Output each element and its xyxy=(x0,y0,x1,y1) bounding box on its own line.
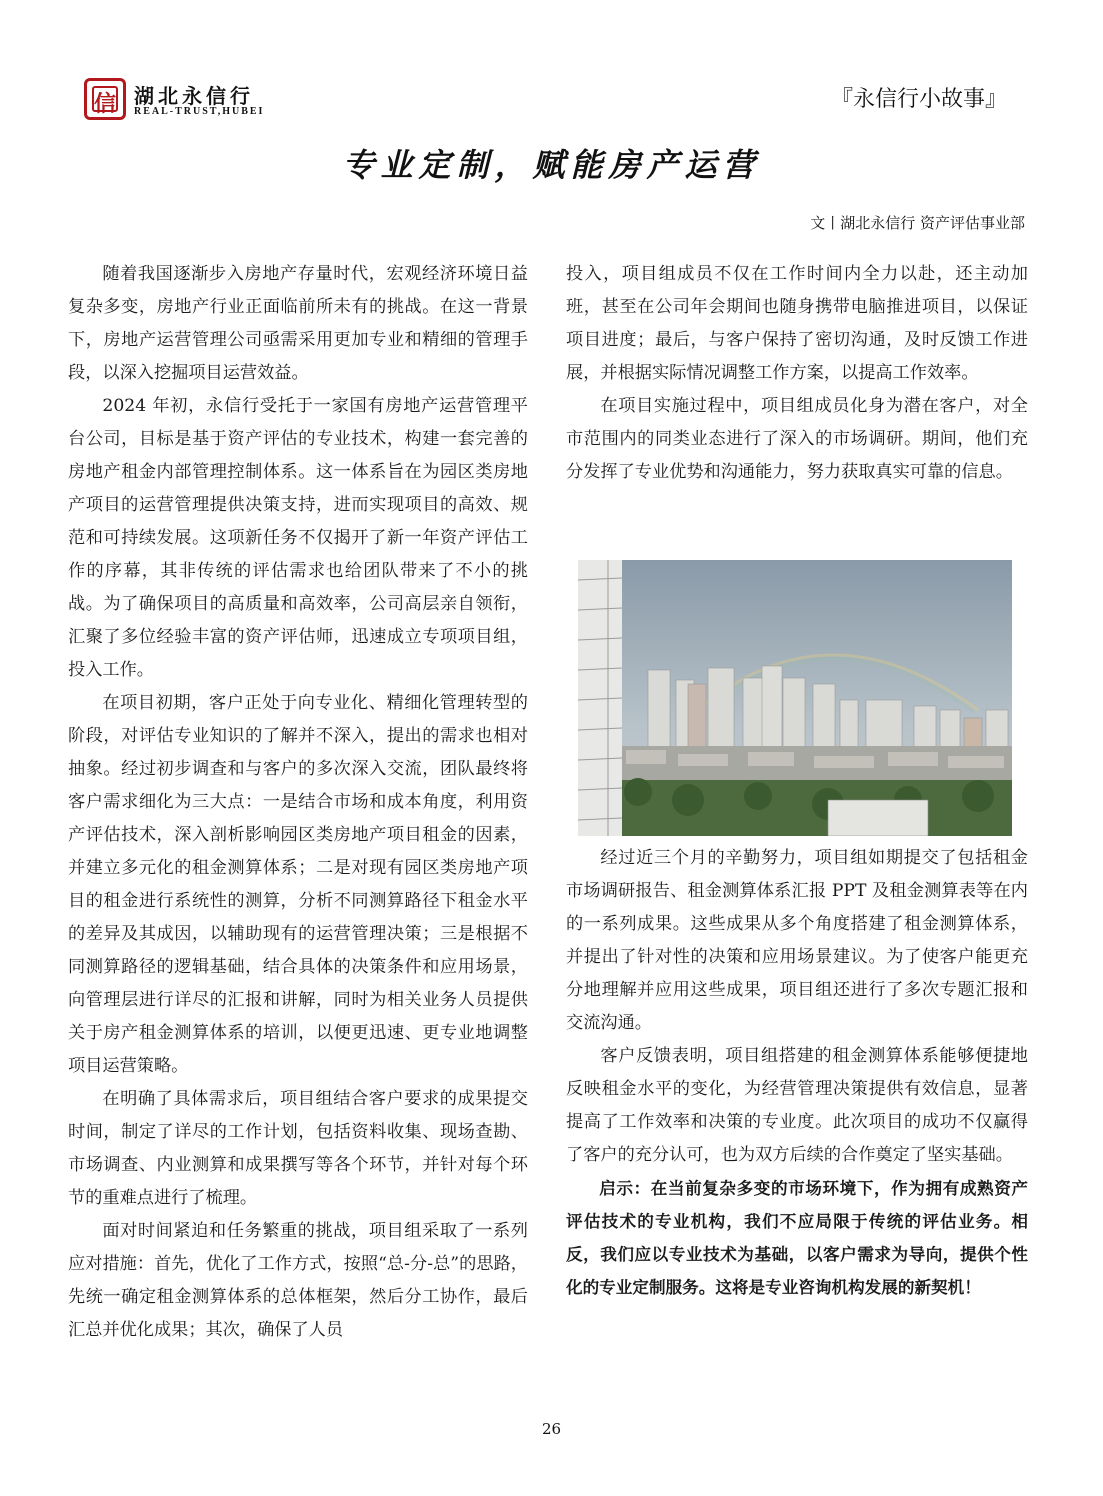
paragraph: 在项目实施过程中，项目组成员化身为潜在客户，对全市范围内的同类业态进行了深入的市场调研。期间，他们充分发挥了专业优势和沟通能力，努力获取真实可靠的信息。 xyxy=(566,396,1028,482)
paragraph: 2024 年初，永信行受托于一家国有房地产运营管理平台公司，目标是基于资产评估的专业技术，构建一套完善的房地产租金内部管理控制体系。这一体系旨在为园区类房地产项目的运营管理提供决策支持，进而实现项目的高效、规范和可持续发展。这项新任务不仅揭开了新一年资产评估工作的序幕，其非传统的评估需求也给团队带来了不小的挑战。为了确保项目的高质量和高效率，公司高层亲自领衔，汇聚了多位经验丰富的资产评估师，迅速成立专项项目组，投入工作。 xyxy=(68,396,528,680)
paragraph: 在项目初期，客户正处于向专业化、精细化管理转型的阶段，对评估专业知识的了解并不深入，提出的需求也相对抽象。经过初步调查和与客户的多次深入交流，团队最终将客户需求细化为三大点：一是结合市场和成本角度，利用资产评估技术，深入剖析影响园区类房地产项目租金的因素，并建立多元化的租金测算体系；二是对现有园区类房地产项目的租金进行系统性的测算，分析不同测算路径下租金水平的差异及其成因，以辅助现有的运营管理决策；三是根据不同测算路径的逻辑基础，结合具体的决策条件和应用场景，向管理层进行详尽的汇报和讲解，同时为相关业务人员提供关于房产租金测算体系的培训，以便更迅速、更专业地调整项目运营策略。 xyxy=(68,693,528,1076)
paragraph: 客户反馈表明，项目组搭建的租金测算体系能够便捷地反映租金水平的变化，为经营管理决策提供有效信息，显著提高了工作效率和决策的专业度。此次项目的成功不仅赢得了客户的充分认可，也为双方后续的合作奠定了坚实基础。 xyxy=(566,1046,1028,1165)
logo-english-name: REAL-TRUST,HUBEI xyxy=(134,106,265,117)
right-column-bottom xyxy=(566,842,1028,1304)
insight-paragraph: 启示：在当前复杂多变的市场环境下，作为拥有成熟资产评估技术的专业机构，我们不应局限于传统的评估业务。相反，我们应以专业技术为基础，以客户需求为导向，提供个性化的专业定制服务。这将是专业咨询机构发展的新契机！ xyxy=(566,1179,1028,1297)
logo-chinese-name: 湖北永信行 xyxy=(134,84,254,108)
paragraph: 面对时间紧迫和任务繁重的挑战，项目组采取了一系列应对措施：首先，优化了工作方式，按照“总-分-总”的思路，先统一确定租金测算体系的总体框架，然后分工协作，最后汇总并优化成果；其次，确保了人员 xyxy=(68,1221,528,1340)
paragraph: 经过近三个月的辛勤努力，项目组如期提交了包括租金市场调研报告、租金测算体系汇报 PPT 及租金测算表等在内的一系列成果。这些成果从多个角度搭建了租金测算体系，并提出了针对性的决策和应用场景建议。为了使客户能更充分地理解并应用这些成果，项目组还进行了多次专题汇报和交流沟通。 xyxy=(566,848,1028,1033)
article-byline: 文丨湖北永信行 资产评估事业部 xyxy=(810,214,1025,232)
seal-logo-icon: 信 xyxy=(84,78,126,120)
city-skyline-photo xyxy=(578,560,1012,836)
paragraph-continued: 投入，项目组成员不仅在工作时间内全力以赴，还主动加班，甚至在公司年会期间也随身携带电脑推进项目，以保证项目进度；最后，与客户保持了密切沟通，及时反馈工作进展，并根据实际情况调整工作方案，以提高工作效率。 xyxy=(566,264,1028,383)
paragraph: 随着我国逐渐步入房地产存量时代，宏观经济环境日益复杂多变，房地产行业正面临前所未有的挑战。在这一背景下，房地产运营管理公司亟需采用更加专业和精细的管理手段，以深入挖掘项目运营效益。 xyxy=(68,264,528,383)
left-column xyxy=(68,258,528,1347)
paragraph: 在明确了具体需求后，项目组结合客户要求的成果提交时间，制定了详尽的工作计划，包括资料收集、现场查勘、市场调查、内业测算和成果撰写等各个环节，并针对每个环节的重难点进行了梳理。 xyxy=(68,1089,528,1208)
section-tag: 『永信行小故事』 xyxy=(830,87,1007,112)
article-title: 专业定制，赋能房产运营 xyxy=(342,146,761,184)
page-number: 26 xyxy=(541,1420,562,1438)
company-logo xyxy=(84,78,294,122)
right-column-top xyxy=(566,258,1028,489)
